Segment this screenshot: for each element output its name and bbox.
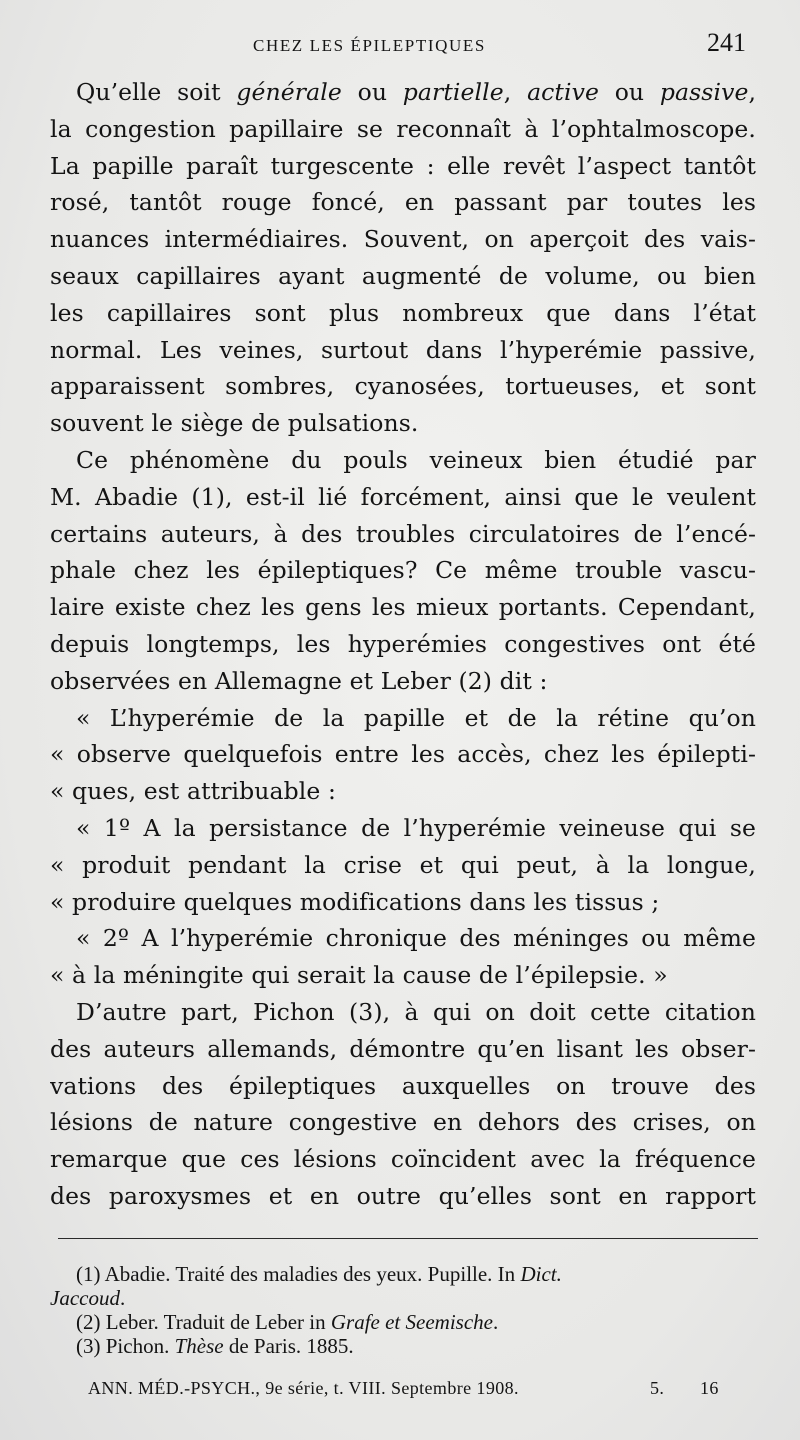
text-line: « produire quelques modifications dans les tissus ; [50, 887, 660, 916]
sheet-number: 5. [650, 1378, 665, 1398]
italic-text: Grafe et Seemische [330, 1310, 493, 1334]
text-line: « produit pendant la crise et qui peut, à la longue, [50, 850, 756, 879]
text-line: « 2º A l’hyperémie chronique des méninges ou même [76, 924, 756, 953]
text-line: remarque que ces lésions coïncident avec la fréquence [50, 1145, 756, 1174]
page-header [0, 28, 800, 64]
text-line: Qu’elle soit générale ou partielle, active ou passive, [76, 78, 756, 106]
text-line: observées en Allemagne et Leber (2) dit : [50, 666, 548, 695]
text-line: « 1º A la persistance de l’hyperémie veineuse qui se [76, 813, 756, 842]
text-line: « ques, est attribuable : [50, 777, 337, 806]
signature-line [88, 1378, 768, 1399]
text-line: « observe quelquefois entre les accès, chez les épilepti- [50, 740, 756, 769]
footnotes [50, 1262, 756, 1358]
italic-text: générale [236, 78, 342, 106]
footnote: (3) Pichon. Thèse de Paris. 1885. [76, 1334, 354, 1358]
text-line: vations des épileptiques auxquelles on trouve des [50, 1071, 756, 1100]
text-line: souvent le siège de pulsations. [50, 409, 419, 438]
footnote-rule [58, 1238, 758, 1239]
footnote: (2) Leber. Traduit de Leber in Grafe et Seemische. [76, 1310, 499, 1334]
text-line: nuances intermédiaires. Souvent, on aperçoit des vais- [50, 225, 756, 254]
text-line: « L’hyperémie de la papille et de la rétine qu’on [76, 703, 756, 732]
text-line: depuis longtemps, les hyperémies congestives ont été [50, 629, 756, 658]
text-line: apparaissent sombres, cyanosées, tortueuses, et sont [50, 372, 756, 401]
text-line: Ce phénomène du pouls veineux bien étudié par [76, 445, 756, 474]
footnote: (1) Abadie. Traité des maladies des yeux. Pupille. In Dict. [76, 1262, 562, 1286]
text-line: seaux capillaires ayant augmenté de volume, ou bien [50, 261, 756, 290]
running-title: CHEZ LES ÉPILEPTIQUES [253, 36, 486, 55]
text-line: certains auteurs, à des troubles circulatoires de l’encé- [50, 519, 756, 548]
text-line: La papille paraît turgescente : elle revêt l’aspect tantôt [50, 151, 756, 180]
sheet-count: 16 [700, 1378, 719, 1398]
italic-text: Dict. [520, 1262, 562, 1286]
text-line: M. Abadie (1), est-il lié forcément, ainsi que le veulent [50, 482, 756, 511]
text-line: la congestion papillaire se reconnaît à l’ophtalmoscope. [50, 114, 756, 143]
italic-text: Jaccoud [50, 1286, 120, 1310]
text-line: rosé, tantôt rouge foncé, en passant par toutes les [50, 188, 756, 217]
text-line: « à la méningite qui serait la cause de l’épilepsie. » [50, 961, 668, 990]
body-text [50, 74, 756, 1215]
page-number: 241 [707, 28, 746, 57]
footnote: Jaccoud. [50, 1286, 126, 1310]
text-line: des paroxysmes et en outre qu’elles sont en rapport [50, 1181, 756, 1210]
text-line: D’autre part, Pichon (3), à qui on doit cette citation [76, 997, 756, 1026]
italic-text: passive [659, 78, 749, 106]
text-line: des auteurs allemands, démontre qu’en lisant les obser- [50, 1034, 756, 1063]
italic-text: active [527, 78, 599, 106]
text-line: normal. Les veines, surtout dans l’hyperémie passive, [50, 335, 756, 364]
text-line: lésions de nature congestive en dehors des crises, on [50, 1108, 756, 1137]
text-line: les capillaires sont plus nombreux que dans l’état [50, 298, 756, 327]
italic-text: partielle [402, 78, 504, 106]
italic-text: Thèse [174, 1334, 224, 1358]
text-line: phale chez les épileptiques? Ce même trouble vascu- [50, 556, 756, 585]
journal-reference: ANN. MÉD.-PSYCH., 9e série, t. VIII. Septembre 1908. [88, 1378, 519, 1398]
text-line: laire existe chez les gens les mieux portants. Cependant, [50, 593, 756, 622]
